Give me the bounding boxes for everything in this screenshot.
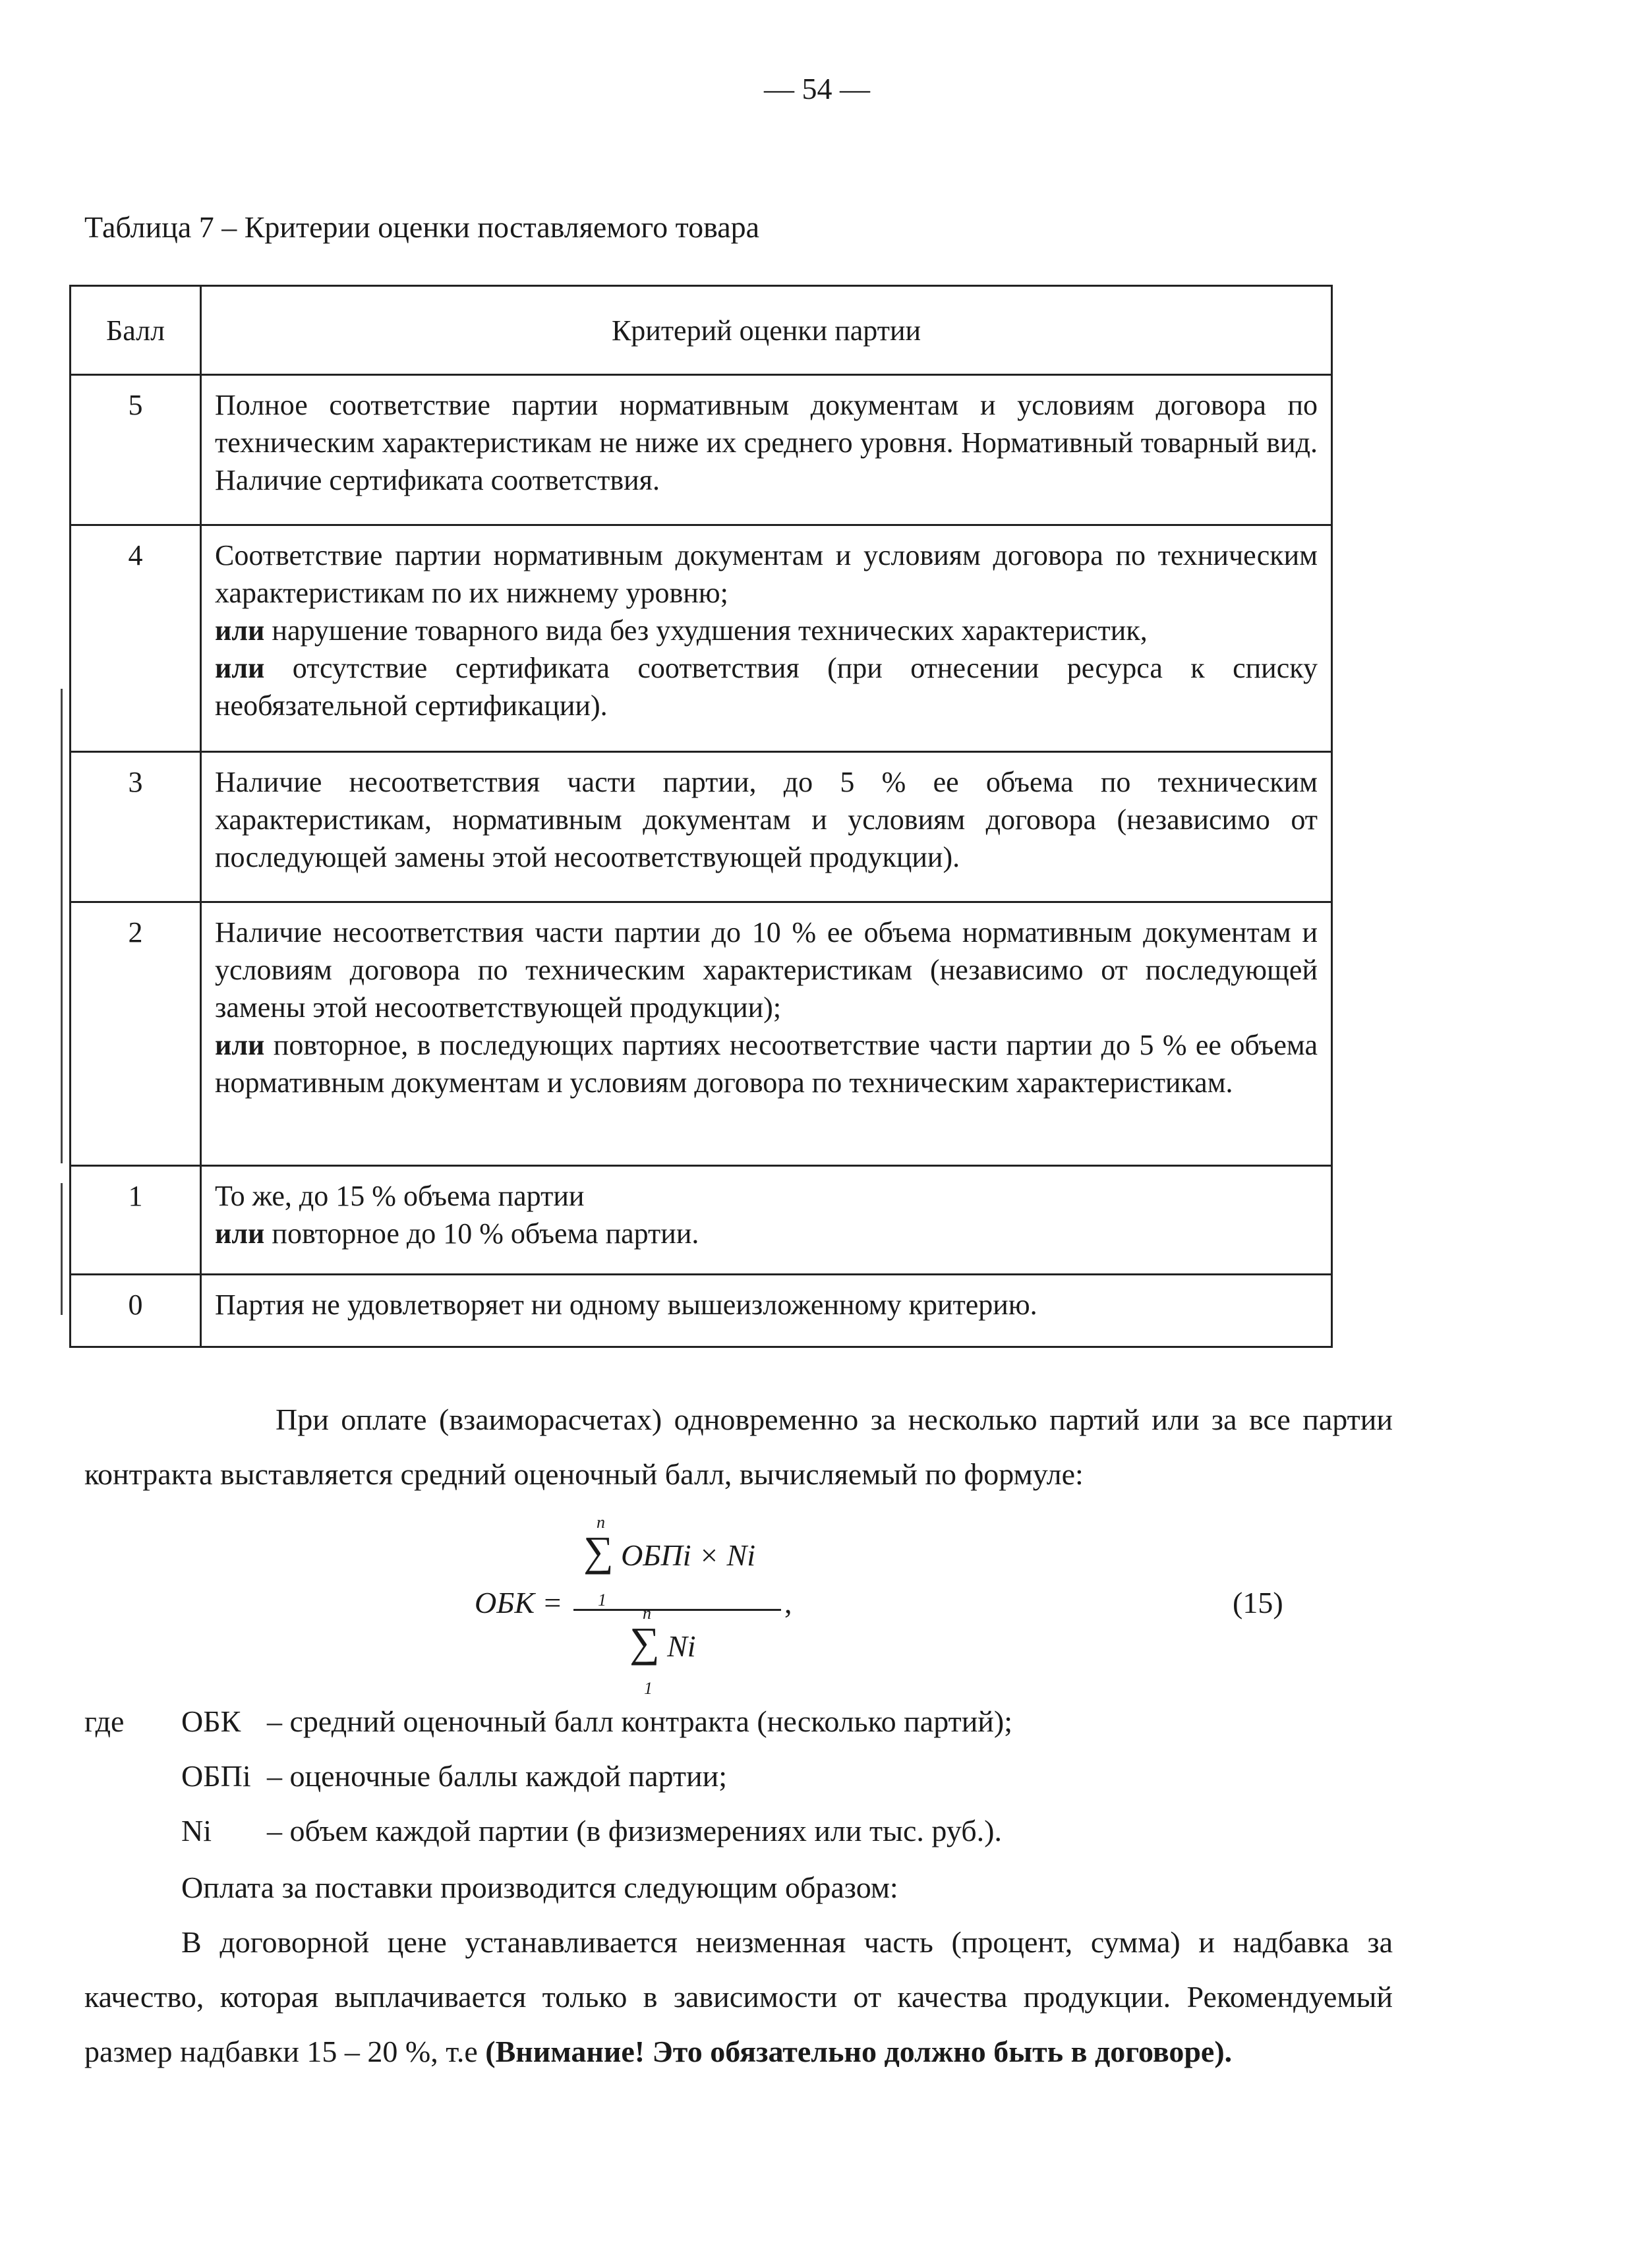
criterion-text: повторное до 10 % объема партии. — [264, 1217, 699, 1250]
lower-limit: 1 — [644, 1679, 653, 1698]
closing-paragraph — [84, 1915, 1393, 2079]
equation-number: (15) — [1233, 1586, 1283, 1619]
definition-text: – объем каждой партии (в физизмерениях или тыс. руб.). — [267, 1814, 1002, 1847]
scan-artifact — [61, 689, 63, 1163]
or-keyword: или — [215, 1217, 265, 1250]
sigma-icon: ∑ — [629, 1619, 660, 1666]
criterion-cell — [201, 525, 1332, 752]
table-header-row — [71, 286, 1332, 375]
criterion-column-header: Критерий оценки партии — [201, 286, 1332, 375]
fraction-bar — [573, 1609, 781, 1611]
criterion-cell — [201, 752, 1332, 902]
definition-term: ОБК — [181, 1704, 241, 1738]
score-column-header: Балл — [71, 286, 201, 375]
criterion-text: Полное соответствие партии нормативным документам и условиям договора по техническим характеристикам не ниже их среднего уровня. Нормативный товарный вид. Наличие сертификата соответствия. — [215, 389, 1318, 496]
formula-comma: , — [784, 1586, 792, 1619]
formula-denominator — [629, 1618, 696, 1667]
score-cell: 5 — [71, 375, 201, 525]
score-cell: 4 — [71, 525, 201, 752]
definition-text: – оценочные баллы каждой партии; — [267, 1759, 727, 1793]
table-row — [71, 902, 1332, 1166]
where-label: где — [84, 1704, 125, 1738]
or-keyword: или — [215, 652, 265, 684]
definition-text: – средний оценочный балл контракта (несколько партий); — [267, 1704, 1013, 1738]
criterion-cell — [201, 902, 1332, 1166]
closing-text: В договорной цене устанавливается неизменная часть (процент, сумма) и надбавка за качество, которая выплачивается только в зависимости от качества продукции. Рекомендуемый размер надбавки 15 – 20 %, т.е — [84, 1925, 1393, 2068]
upper-limit: n — [597, 1513, 605, 1532]
closing-warning: (Внимание! Это обязательно должно быть в договоре). — [485, 2035, 1233, 2068]
formula — [475, 1513, 936, 1698]
intro-paragraph: При оплате (взаиморасчетах) одновременно за несколько партий или за все партии контракта выставляется средний оценочный балл, вычисляемый по формуле: — [84, 1403, 1393, 1491]
table-caption: Таблица 7 – Критерии оценки поставляемого товара — [84, 210, 760, 244]
criterion-cell — [201, 1275, 1332, 1347]
denominator-expression: Ni — [667, 1629, 696, 1663]
score-cell: 0 — [71, 1275, 201, 1347]
criterion-text: Наличие несоответствия части партии, до 5 % ее объема по техническим характеристикам, нормативным документам и условиям договора (независимо от последующей замены этой несоответствующей продукции). — [215, 766, 1318, 873]
criterion-text: нарушение товарного вида без ухудшения технических характеристик, — [264, 614, 1148, 647]
definition-term: ОБПi — [181, 1759, 251, 1793]
score-cell: 1 — [71, 1166, 201, 1275]
table-row — [71, 525, 1332, 752]
criterion-cell — [201, 375, 1332, 525]
scan-artifact — [61, 1183, 63, 1315]
table-row — [71, 1275, 1332, 1347]
criterion-text: Партия не удовлетворяет ни одному вышеизложенному критерию. — [215, 1289, 1037, 1321]
or-keyword: или — [215, 1029, 265, 1061]
criterion-text: То же, до 15 % объема партии — [215, 1180, 585, 1212]
numerator-expression: ОБПi × Ni — [621, 1538, 755, 1572]
sigma-icon: ∑ — [583, 1528, 614, 1575]
page-number: — 54 — — [764, 72, 870, 105]
payment-paragraph: Оплата за поставки производится следующим образом: — [181, 1871, 898, 1904]
score-cell: 3 — [71, 752, 201, 902]
definition-term: Ni — [181, 1814, 212, 1847]
table-row — [71, 752, 1332, 902]
criterion-text: Соответствие партии нормативным документам и условиям договора по техническим характеристикам по их нижнему уровню; — [215, 539, 1318, 609]
criterion-text: Наличие несоответствия части партии до 10 % ее объема нормативным документам и условиям договора по техническим характеристикам (независимо от последующей замены этой несоответствующей продукции); — [215, 916, 1318, 1024]
or-keyword: или — [215, 614, 265, 647]
criterion-text: отсутствие сертификата соответствия (при отнесении ресурса к списку необязательной сертификации). — [215, 652, 1318, 722]
table-row — [71, 1166, 1332, 1275]
upper-limit: n — [643, 1604, 651, 1623]
table-row — [71, 375, 1332, 525]
criterion-cell — [201, 1166, 1332, 1275]
score-cell: 2 — [71, 902, 201, 1166]
lower-limit: 1 — [598, 1590, 606, 1610]
formula-lhs: ОБК = — [475, 1586, 563, 1619]
criteria-table — [69, 285, 1333, 1348]
criterion-text: повторное, в последующих партиях несоответствие части партии до 5 % ее объема нормативным документам и условиям договора по техническим характеристикам. — [215, 1029, 1318, 1099]
formula-numerator — [583, 1527, 755, 1576]
